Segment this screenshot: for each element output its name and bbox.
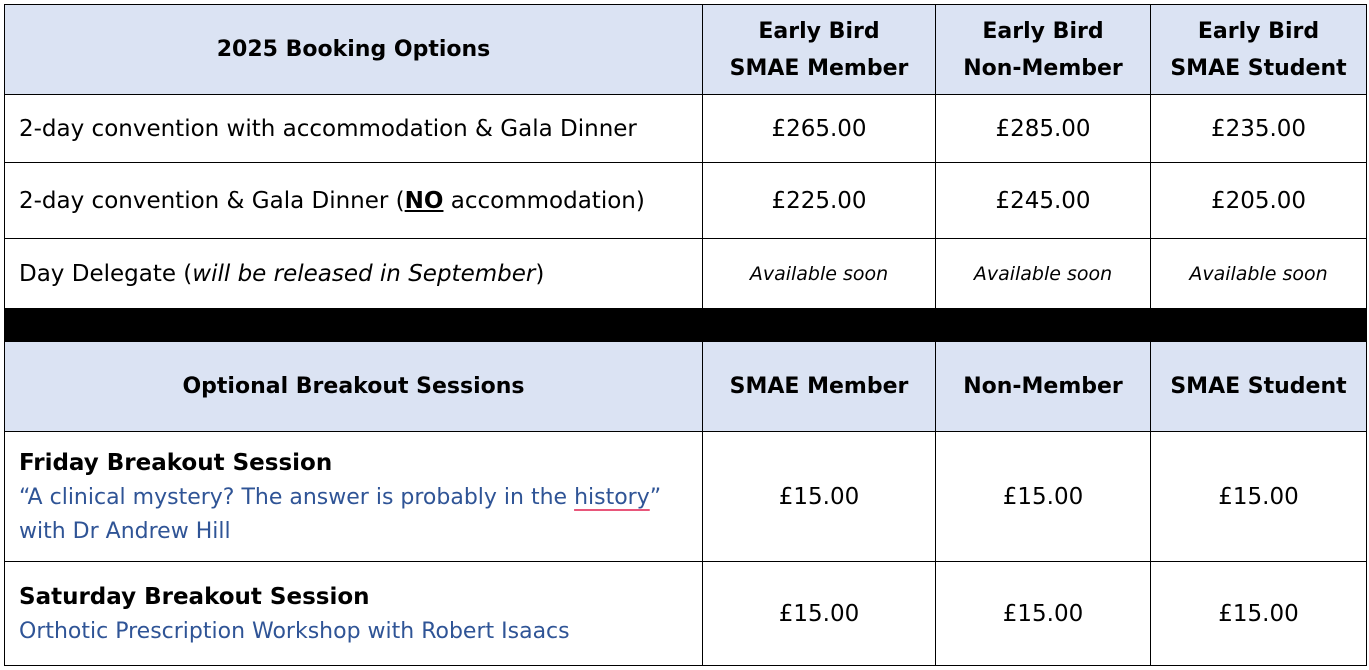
session-subtitle-line1 <box>19 481 702 515</box>
booking-options-table <box>4 4 1367 666</box>
header-early-bird-member-line2: SMAE Member <box>729 55 909 81</box>
booking-header-row <box>5 5 1367 95</box>
header-student: SMAE Student <box>1151 342 1367 432</box>
description-emphasis: NO <box>404 187 444 214</box>
description-post: ) <box>535 260 545 287</box>
price-member: £15.00 <box>703 432 936 562</box>
price-non-member: £15.00 <box>936 432 1151 562</box>
booking-row-description <box>5 239 703 309</box>
booking-options-heading: 2025 Booking Options <box>5 5 703 95</box>
header-early-bird-student <box>1151 5 1367 95</box>
booking-row-day-delegate <box>5 239 1367 309</box>
header-early-bird-non-member-line1: Early Bird <box>982 18 1104 44</box>
description-pre: 2-day convention & Gala Dinner ( <box>19 187 405 214</box>
price-non-member: £245.00 <box>936 163 1151 239</box>
session-subtitle-line1: Orthotic Prescription Workshop with Robert Isaacs <box>19 618 570 644</box>
header-early-bird-student-line1: Early Bird <box>1197 18 1320 44</box>
price-member: £265.00 <box>703 95 936 163</box>
breakout-row-friday <box>5 432 1367 562</box>
divider-bar <box>5 309 1367 342</box>
section-divider <box>5 309 1367 342</box>
availability-member: Available soon <box>703 239 936 309</box>
price-student: £235.00 <box>1151 95 1367 163</box>
breakout-sessions-heading: Optional Breakout Sessions <box>5 342 703 432</box>
price-non-member: £285.00 <box>936 95 1151 163</box>
availability-student: Available soon <box>1151 239 1367 309</box>
price-student: £15.00 <box>1151 432 1367 562</box>
booking-row-no-accommodation <box>5 163 1367 239</box>
header-non-member: Non-Member <box>936 342 1151 432</box>
breakout-header-row <box>5 342 1367 432</box>
breakout-description <box>5 432 703 562</box>
session-title: Saturday Breakout Session <box>19 583 370 610</box>
session-title: Friday Breakout Session <box>19 449 333 476</box>
description-italic: will be released in September <box>192 260 536 287</box>
price-member: £225.00 <box>703 163 936 239</box>
spell-flagged-word: history <box>574 484 650 510</box>
header-early-bird-member <box>703 5 936 95</box>
breakout-row-saturday <box>5 562 1367 666</box>
price-student: £15.00 <box>1151 562 1367 666</box>
description-post: accommodation) <box>443 187 645 214</box>
subtitle-pre: “A clinical mystery? The answer is probably in the <box>19 484 575 510</box>
subtitle-post: ” <box>649 484 662 510</box>
availability-non-member: Available soon <box>936 239 1151 309</box>
header-early-bird-non-member-line2: Non-Member <box>963 55 1123 81</box>
header-member: SMAE Member <box>703 342 936 432</box>
price-member: £15.00 <box>703 562 936 666</box>
price-non-member: £15.00 <box>936 562 1151 666</box>
booking-row-accommodation <box>5 95 1367 163</box>
session-subtitle-line2: with Dr Andrew Hill <box>19 518 231 544</box>
price-student: £205.00 <box>1151 163 1367 239</box>
header-early-bird-student-line2: SMAE Student <box>1170 55 1347 81</box>
booking-row-description: 2-day convention with accommodation & Gala Dinner <box>5 95 703 163</box>
header-early-bird-member-line1: Early Bird <box>758 18 880 44</box>
breakout-description <box>5 562 703 666</box>
description-pre: Day Delegate ( <box>19 260 193 287</box>
header-early-bird-non-member <box>936 5 1151 95</box>
booking-row-description <box>5 163 703 239</box>
